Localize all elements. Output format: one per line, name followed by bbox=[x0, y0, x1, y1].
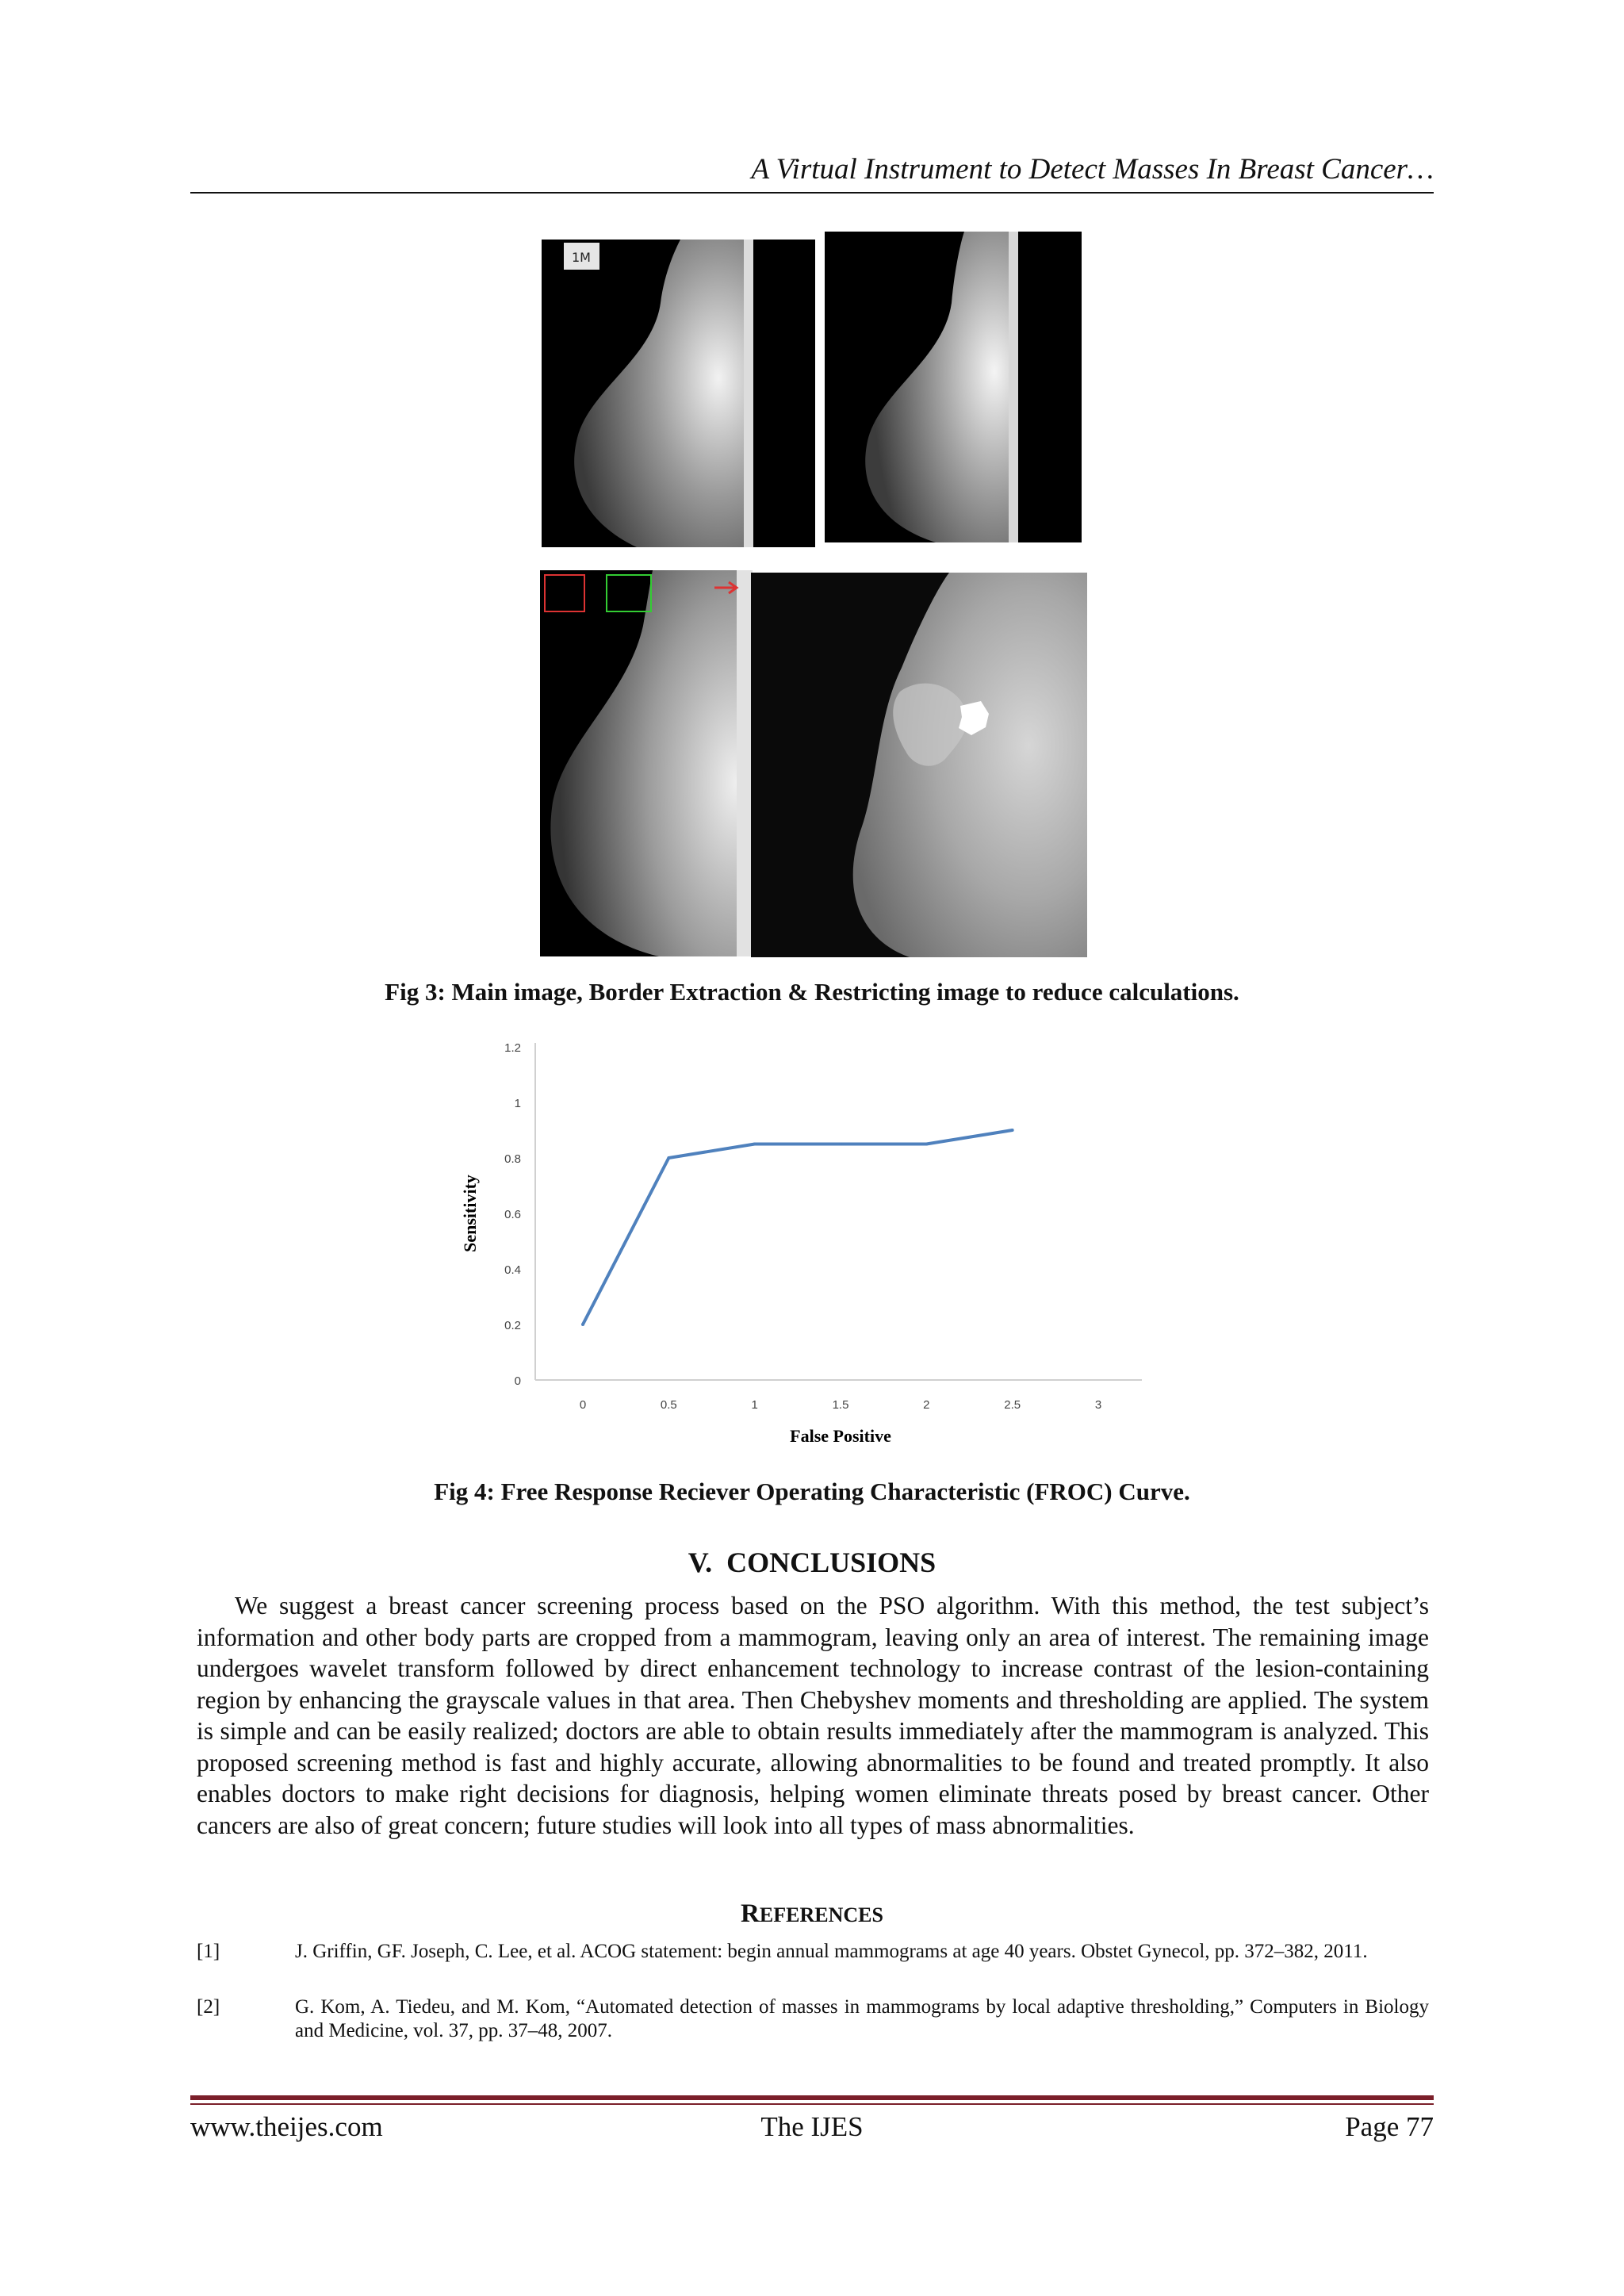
froc-data-point bbox=[581, 1323, 584, 1326]
reference-text: J. Griffin, GF. Joseph, C. Lee, et al. ACOG statement: begin annual mammograms at age 40 years. Obstet Gynecol, pp. 372–382, 2011. bbox=[295, 1941, 1368, 1962]
mammogram-main-image bbox=[542, 240, 815, 547]
references-heading bbox=[190, 1899, 1434, 1930]
froc-data-point bbox=[839, 1143, 842, 1146]
header-rule bbox=[190, 192, 1434, 194]
conclusions-paragraph: We suggest a breast cancer screening process based on the PSO algorithm. With this method, the test subject’s information and other body parts are cropped from a mammogram, leaving only an area of interest. The remaining image undergoes wavelet transform followed by direct enhancement technology to increase contrast of the lesion-containing region by enhancing the grayscale values in that area. Then Chebyshev moments and thresholding are applied. The system is simple and can be easily realized; doctors are able to obtain results immediately after the mammogram is analyzed. This proposed screening method is fast and highly accurate, allowing abnormalities to be found and treated promptly. It also enables doctors to make right decisions for diagnosis, helping women eliminate threats posed by breast cancer. Other cancers are also of great concern; future studies will look into all types of mass abnormalities. bbox=[197, 1592, 1429, 1839]
reference-item bbox=[197, 1940, 1429, 1964]
x-tick-label: 1 bbox=[751, 1398, 758, 1412]
y-tick-label: 0.2 bbox=[504, 1319, 521, 1332]
froc-data-point bbox=[1011, 1129, 1014, 1132]
reference-number: [1] bbox=[197, 1941, 220, 1962]
froc-chart bbox=[444, 1023, 1189, 1467]
footer-page-number: Page 77 bbox=[1345, 2111, 1434, 2142]
x-tick-label: 0 bbox=[579, 1398, 587, 1412]
section-number: V. bbox=[688, 1547, 713, 1578]
froc-data-point bbox=[753, 1143, 756, 1146]
froc-data-point bbox=[667, 1156, 670, 1159]
reference-item bbox=[197, 1995, 1429, 2043]
y-axis-label: Sensitivity bbox=[460, 1175, 480, 1252]
section-title: CONCLUSIONS bbox=[726, 1547, 936, 1578]
froc-data-point bbox=[925, 1143, 928, 1146]
x-tick-label: 3 bbox=[1094, 1398, 1102, 1412]
froc-series-line bbox=[583, 1130, 1013, 1324]
mammogram-restricted-region-image bbox=[540, 570, 753, 956]
x-tick-label: 1.5 bbox=[832, 1398, 849, 1412]
y-tick-label: 0 bbox=[514, 1374, 521, 1388]
footer-rule bbox=[190, 2095, 1434, 2100]
footer-journal: The IJES bbox=[760, 2111, 864, 2142]
reference-text: G. Kom, A. Tiedeu, and M. Kom, “Automated detection of masses in mammograms by local adaptive thresholding,” Computers in Biology and Medicine, vol. 37, pp. 37–48, 2007. bbox=[295, 1996, 1429, 2041]
y-tick-label: 0.4 bbox=[504, 1263, 521, 1277]
footer-rule-thin bbox=[190, 2103, 1434, 2105]
x-tick-label: 2 bbox=[923, 1398, 930, 1412]
section-heading bbox=[190, 1545, 1434, 1580]
footer-website: www.theijes.com bbox=[190, 2111, 383, 2142]
reference-number: [2] bbox=[197, 1996, 220, 2018]
x-tick-label: 2.5 bbox=[1004, 1398, 1021, 1412]
running-head: A Virtual Instrument to Detect Masses In Breast Cancer… bbox=[751, 153, 1434, 186]
references-heading-initial: R bbox=[741, 1899, 760, 1928]
y-tick-label: 1.2 bbox=[504, 1041, 521, 1055]
figure-4-caption: Fig 4: Free Response Reciever Operating Characteristic (FROC) Curve. bbox=[434, 1478, 1190, 1505]
y-tick-label: 0.6 bbox=[504, 1208, 521, 1221]
y-tick-label: 0.8 bbox=[504, 1152, 521, 1166]
references-heading-rest: EFERENCES bbox=[759, 1903, 883, 1926]
x-tick-label: 0.5 bbox=[660, 1398, 677, 1412]
x-axis-label: False Positive bbox=[790, 1426, 891, 1446]
mammogram-border-extraction-image bbox=[825, 232, 1082, 542]
y-tick-label: 1 bbox=[514, 1097, 521, 1110]
mammogram-label: 1M bbox=[572, 250, 591, 265]
figure-3-caption: Fig 3: Main image, Border Extraction & Restricting image to reduce calculations. bbox=[385, 978, 1239, 1006]
mammogram-detected-mass-image bbox=[751, 573, 1087, 957]
